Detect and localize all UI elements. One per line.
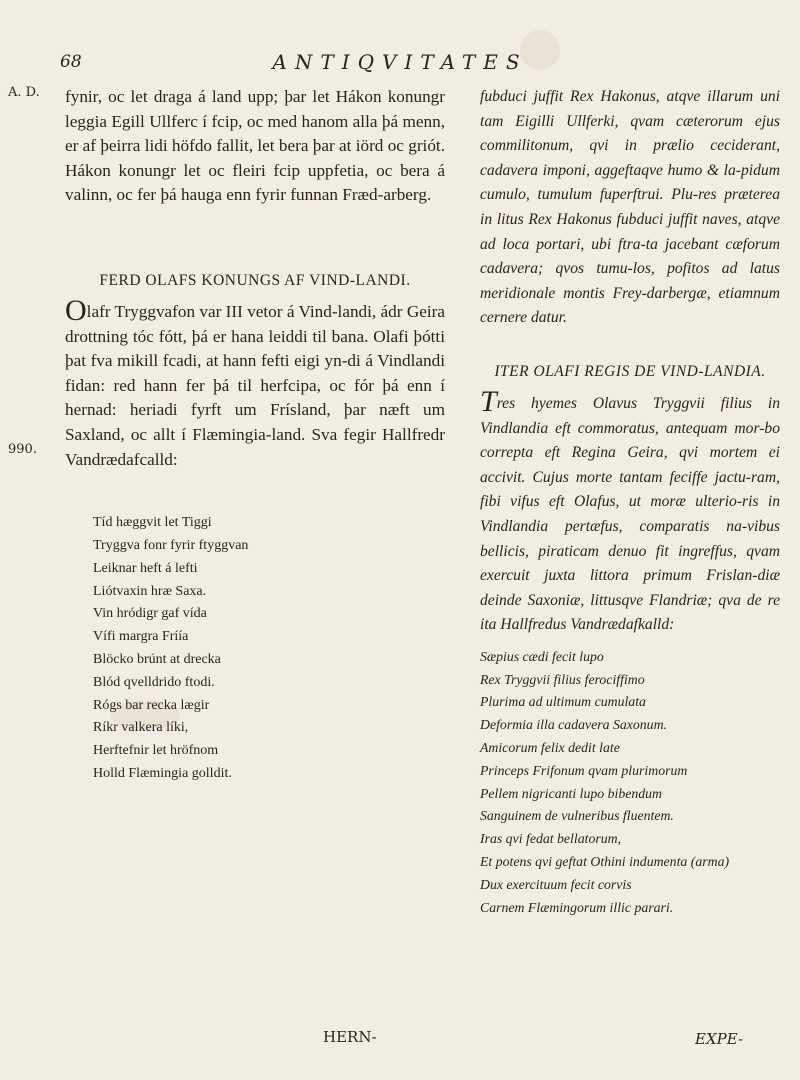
verse-line: Liótvaxin hræ Saxa. [93,583,207,599]
icelandic-paragraph-2 [65,293,445,472]
icelandic-section-heading: FERD OLAFS KONUNGS AF VIND-LANDI. [99,271,411,289]
verse-line: Carnem Flæmingorum illic parari. [480,899,674,915]
latin-verse [480,646,780,920]
verse-line: Rógs bar recka lægir [93,697,210,713]
verse-line: Sanguinem de vulneribus fluentem. [480,808,674,824]
verse-line: Holld Flæmingia golldit. [93,765,232,781]
verse-line: Vífi margra Fríía [93,629,189,645]
latin-paragraph-2-text: res hyemes Olavus Tryggvii filius in Vindlandia eft commoratus, antequam mor-bo correpta eft Regina Geira, qvi mortem ei accivit. Cujus morte tantam feciffe jactu-ram, fibi vifus eft Olafus, ut moræ ulterio-ris in Vindlandia pertæfus, comparatis na-vibus bellicis, piraticam denuo fit ingreffus, qvam exercuit juxta littora primum Frislan-diæ deinde Saxoniæ, littusqve Flandriæ; qva de re ita Hallfredus Vandrædafkalld: [480,394,780,634]
page-number: 68 [60,52,82,72]
verse-line: Princeps Frifonum qvam plurimorum [480,762,688,778]
icelandic-paragraph-2-text: lafr Tryggvafon var III vetor á Vind-landi, ádr Geira drottning tóc fótt, þá er hana leiddi til bana. Olafi þótti þat fva mikill fcadi, at hann fefti eigi yn-di á Vindlandi fidan: red hann fer þá til herfcipa, oc fór þá enn í hernad: heriadi fyrft um Frísland, þar næft um Saxland, oc allt í Flæmingia-land. Sva fegir Hallfredr Vandrædafcalld: [65,301,445,469]
verse-line: Deformia illa cadavera Saxonum. [480,717,667,733]
verse-line: Sæpius cædi fecit lupo [480,648,604,664]
verse-line: Pellem nigricanti lupo bibendum [480,785,663,801]
verse-line: Leiknar heft á lefti [93,560,198,576]
verse-line: Tryggva fonr fyrir ftyggvan [93,537,249,553]
verse-line: Blöcko brúnt at drecka [93,651,221,667]
running-title: ANTIQVITATES [272,50,528,74]
spacer [65,472,445,512]
spacer [65,208,445,270]
margin-year: 990. [8,442,37,457]
icelandic-column [65,85,445,786]
drop-cap: O [65,293,87,327]
verse-line: Rex Tryggvii filius ferociffimo [480,671,645,687]
verse-line: Vin hródigr gaf vída [93,606,207,622]
page-header [50,50,750,80]
catchword-right: EXPE- [695,1030,744,1048]
verse-line: Iras qvi fedat bellatorum, [480,831,622,847]
latin-column [480,85,780,919]
latin-paragraph-2 [480,384,780,638]
spacer [480,331,780,361]
verse-line: Dux exercituum fecit corvis [480,876,632,892]
margin-era: A. D. [8,85,40,100]
verse-line: Herftefnir let hröfnom [93,743,219,759]
verse-line: Plurima ad ultimum cumulata [480,694,646,710]
verse-line: Amicorum felix dedit late [480,740,620,756]
latin-section-heading: ITER OLAFI REGIS DE VIND-LANDIA. [494,362,766,380]
spacer [480,638,780,646]
icelandic-paragraph-1: fynir, oc let draga á land upp; þar let Hákon konungr leggia Egill Ullferc í fcip, oc med hanom alla þá menn, er af þeirra lidi höfdo fallit, let bera þar at iörd oc griót. Hákon konungr let oc fleiri fcip uppfetia, oc bera á valinn, oc fer þá hauga enn fyrir funnan Fræd-arberg. [65,87,445,205]
catchword-left: HERN- [323,1028,377,1046]
latin-paragraph-1: fubduci juffit Rex Hakonus, atqve illarum uni tam Eigilli Ullferki, qvam cæterorum ejus commilitonum, qvi in prælio ceciderant, cadavera imponi, aggeftaqve humo & la-pidum cumulo, tumulum fuperftrui. Plu-res præterea in litus Rex Hakonus fubduci juffit naves, atqve ad loca portari, ubi ftra-ta jacebant cæforum cadavera; qvos tumu-los, pofitos ad latus meridionale montis Frey-darbergæ, etiamnum cernere datur. [480,88,780,327]
verse-line: Et potens qvi geftat Othini indumenta (arma) [480,854,730,870]
verse-line: Tíd hæggvit let Tiggi [93,515,212,531]
verse-line: Ríkr valkera líki, [93,720,189,736]
drop-cap: T [480,384,497,418]
verse-line: Blód qvelldrido ftodi. [93,674,215,690]
icelandic-verse [93,512,445,786]
